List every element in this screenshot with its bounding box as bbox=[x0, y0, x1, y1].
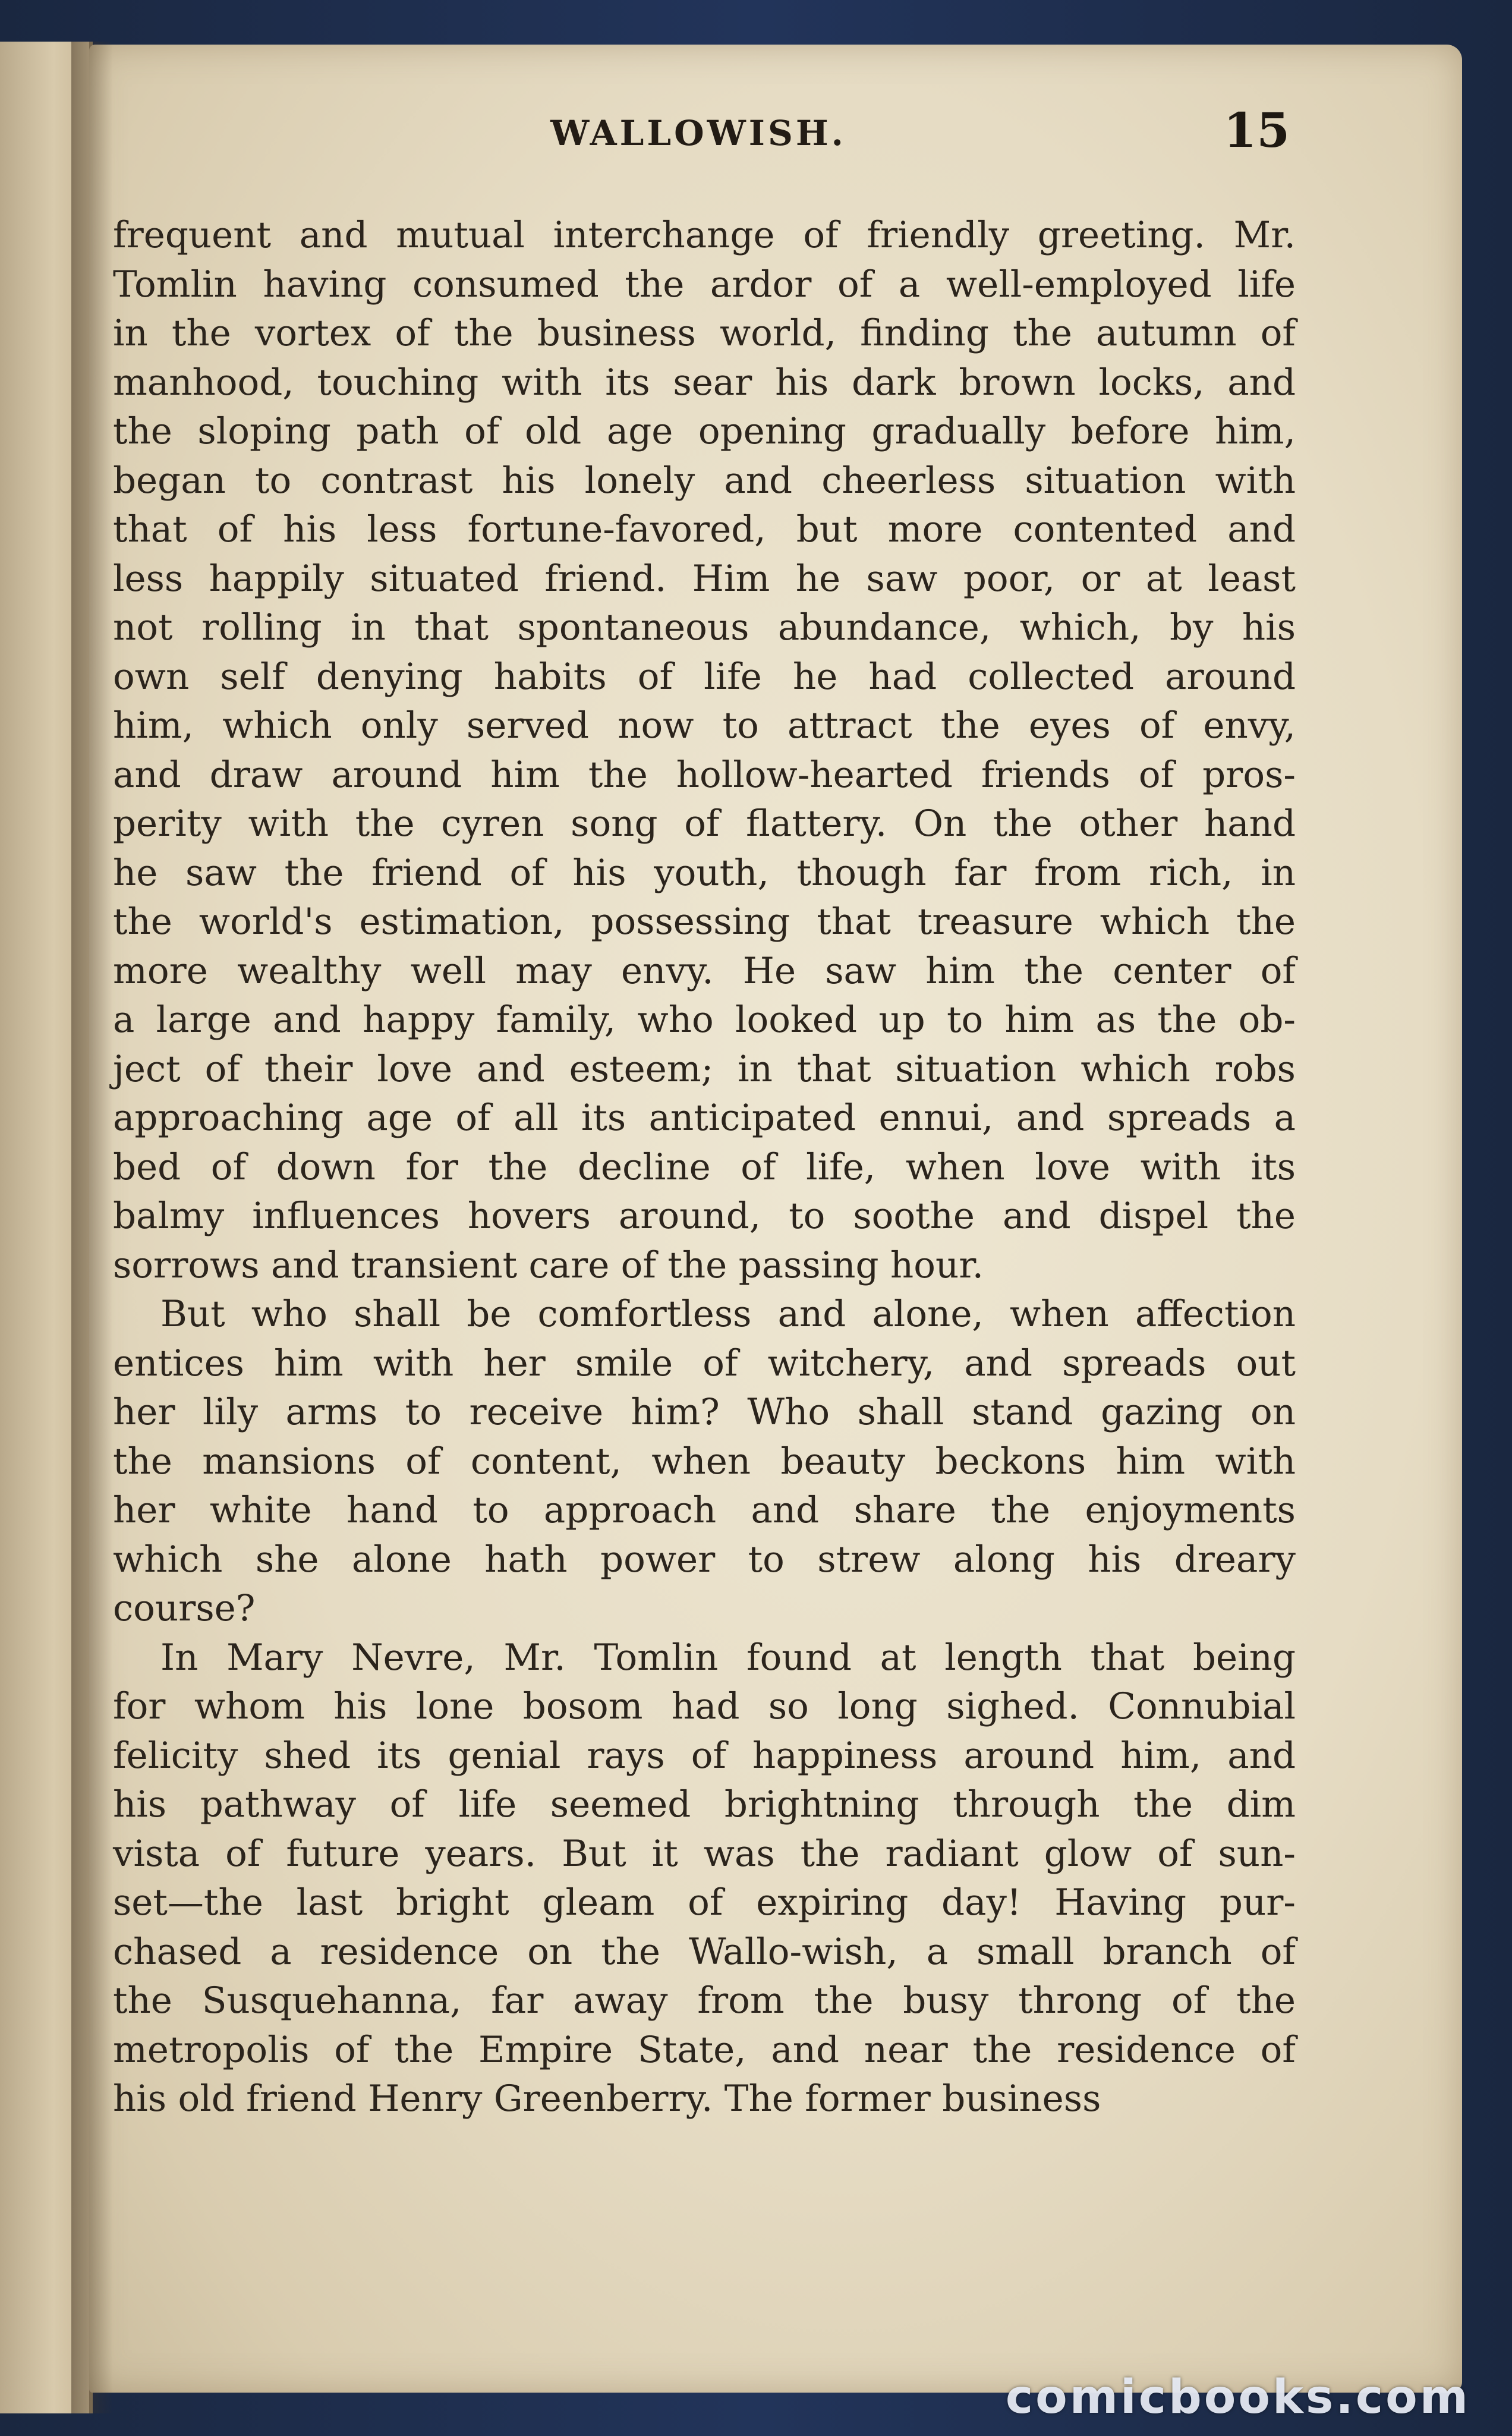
text-line: vista of future years. But it was the radiant glow of sun- bbox=[113, 1832, 1296, 1875]
text-line: for whom his lone bosom had so long sighed. Connubial bbox=[113, 1685, 1296, 1727]
paragraph bbox=[113, 1290, 1296, 1634]
text-line: in the vortex of the business world, finding the autumn of bbox=[113, 312, 1296, 354]
text-line: But who shall be comfortless and alone, when affection bbox=[160, 1293, 1296, 1335]
paragraph bbox=[113, 1634, 1296, 2124]
body-text bbox=[113, 211, 1296, 2124]
text-line: her lily arms to receive him? Who shall stand gazing on bbox=[113, 1391, 1296, 1433]
text-line: course? bbox=[113, 1587, 256, 1629]
text-line: him, which only served now to attract the eyes of envy, bbox=[113, 704, 1296, 747]
text-line: set—the last bright gleam of expiring day! Having pur- bbox=[113, 1881, 1296, 1924]
text-line: Tomlin having consumed the ardor of a well-employed life bbox=[113, 263, 1296, 306]
page-header bbox=[107, 95, 1290, 166]
paragraph bbox=[113, 211, 1296, 1290]
text-line: bed of down for the decline of life, when love with its bbox=[113, 1145, 1296, 1188]
text-line: perity with the cyren song of flattery. On the other hand bbox=[113, 802, 1296, 845]
text-line: the mansions of content, when beauty beckons him with bbox=[113, 1440, 1296, 1483]
text-line: entices him with her smile of witchery, and spreads out bbox=[113, 1342, 1296, 1384]
text-line: ject of their love and esteem; in that situation which robs bbox=[113, 1047, 1296, 1090]
text-line: chased a residence on the Wallo-wish, a small branch of bbox=[113, 1930, 1296, 1973]
text-line: In Mary Nevre, Mr. Tomlin found at length that being bbox=[160, 1636, 1296, 1679]
text-line: own self denying habits of life he had collected around bbox=[113, 655, 1296, 698]
binding-shadow bbox=[71, 42, 113, 2413]
text-line: not rolling in that spontaneous abundance, which, by his bbox=[113, 606, 1296, 649]
text-line: manhood, touching with its sear his dark brown locks, and bbox=[113, 361, 1296, 404]
text-line: he saw the friend of his youth, though far from rich, in bbox=[113, 851, 1296, 894]
text-line: his pathway of life seemed brightning through the dim bbox=[113, 1783, 1296, 1826]
text-line: began to contrast his lonely and cheerless situation with bbox=[113, 459, 1296, 502]
text-line: the Susquehanna, far away from the busy throng of the bbox=[113, 1979, 1296, 2022]
text-line: that of his less fortune-favored, but more contented and bbox=[113, 508, 1296, 550]
text-line: frequent and mutual interchange of friendly greeting. Mr. bbox=[113, 214, 1296, 256]
text-line: the world's estimation, possessing that treasure which the bbox=[113, 901, 1296, 943]
text-line: less happily situated friend. Him he saw poor, or at least bbox=[113, 557, 1296, 600]
running-title: WALLOWISH. bbox=[550, 113, 846, 153]
text-line: more wealthy well may envy. He saw him the center of bbox=[113, 949, 1296, 992]
text-line: metropolis of the Empire State, and near the residence of bbox=[113, 2028, 1296, 2071]
text-line: and draw around him the hollow-hearted friends of pros- bbox=[113, 753, 1296, 796]
text-line: which she alone hath power to strew along his dreary bbox=[113, 1538, 1296, 1581]
text-line: a large and happy family, who looked up to him as the ob- bbox=[113, 999, 1296, 1041]
text-line: sorrows and transient care of the passing hour. bbox=[113, 1244, 984, 1286]
text-line: his old friend Henry Greenberry. The former business bbox=[113, 2078, 1101, 2120]
text-line: balmy influences hovers around, to soothe and dispel the bbox=[113, 1195, 1296, 1237]
text-line: her white hand to approach and share the enjoyments bbox=[113, 1489, 1296, 1531]
page-number: 15 bbox=[1223, 102, 1290, 158]
watermark: comicbooks.com bbox=[1005, 2371, 1470, 2424]
text-line: felicity shed its genial rays of happiness around him, and bbox=[113, 1734, 1296, 1777]
text-line: approaching age of all its anticipated ennui, and spreads a bbox=[113, 1097, 1296, 1139]
text-line: the sloping path of old age opening gradually before him, bbox=[113, 410, 1296, 452]
